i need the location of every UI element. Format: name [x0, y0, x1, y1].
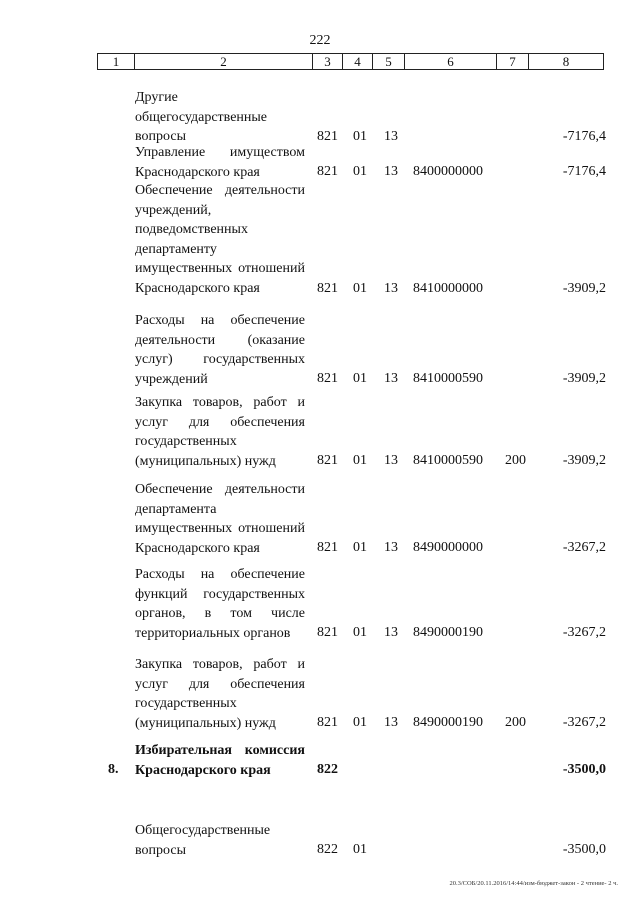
- row-name: Общегосударственные вопросы: [135, 823, 271, 858]
- header-cell: 7: [496, 54, 528, 69]
- row-cell-c3: 821: [317, 715, 338, 731]
- row-cell-c6: 8410000590: [413, 453, 483, 469]
- row-cell-c6: 8400000000: [413, 164, 483, 180]
- row-cell-c5: 13: [384, 453, 398, 469]
- row-cell-c3: 821: [317, 625, 338, 641]
- row-name: Управление имуществом Краснодарского края: [135, 145, 305, 180]
- row-name: Другие общегосударственные вопросы: [135, 90, 268, 145]
- row-cell-c4: 01: [353, 164, 367, 180]
- row-cell-c6: 8490000000: [413, 540, 483, 556]
- row-cell-c8: -3500,0: [562, 842, 606, 858]
- row-cell-c8: -3267,2: [562, 625, 606, 641]
- header-cell: 8: [528, 54, 603, 69]
- row-number: 8.: [108, 762, 119, 778]
- row-cell-c4: 01: [353, 129, 367, 145]
- row-cell-c8: -3267,2: [562, 715, 606, 731]
- header-cell: 5: [372, 54, 404, 69]
- header-cell: 4: [342, 54, 372, 69]
- row-cell-c3: 821: [317, 540, 338, 556]
- row-name: Закупка товаров, работ и услуг для обеспечения государственных (муниципальных) нужд: [135, 657, 305, 731]
- row-cell-c6: 8490000190: [413, 625, 483, 641]
- row-cell-c3: 821: [317, 371, 338, 387]
- row-cell-c8: -7176,4: [562, 164, 606, 180]
- row-cell-c3: 821: [317, 281, 338, 297]
- row-cell-c6: 8490000190: [413, 715, 483, 731]
- header-cell: 3: [312, 54, 342, 69]
- row-cell-c8: -3909,2: [562, 281, 606, 297]
- row-cell-c4: 01: [353, 540, 367, 556]
- header-cell: 2: [134, 54, 312, 69]
- row-cell-c7: 200: [505, 715, 526, 731]
- row-cell-c5: 13: [384, 164, 398, 180]
- row-cell-c4: 01: [353, 371, 367, 387]
- row-cell-c8: -3267,2: [562, 540, 606, 556]
- row-cell-c3: 821: [317, 164, 338, 180]
- row-cell-c6: 8410000590: [413, 371, 483, 387]
- header-cell: 1: [112, 54, 120, 69]
- row-cell-c8: -7176,4: [562, 129, 606, 145]
- row-cell-c4: 01: [353, 715, 367, 731]
- row-cell-c6: 8410000000: [413, 281, 483, 297]
- page-number: 222: [309, 33, 331, 48]
- row-name: Расходы на обеспечение деятельности (оказание услуг) государственных учреждений: [135, 313, 305, 387]
- row-cell-c5: 13: [384, 625, 398, 641]
- table-header: [97, 53, 604, 70]
- row-cell-c8: -3909,2: [562, 371, 606, 387]
- row-cell-c3: 822: [317, 842, 338, 858]
- row-cell-c8: -3500,0: [562, 762, 606, 778]
- row-name: Избирательная комиссия Краснодарского края: [135, 743, 305, 778]
- row-cell-c5: 13: [384, 371, 398, 387]
- row-cell-c5: 13: [384, 281, 398, 297]
- row-cell-c4: 01: [353, 625, 367, 641]
- row-cell-c5: 13: [384, 540, 398, 556]
- row-cell-c5: 13: [384, 715, 398, 731]
- header-cell: 6: [404, 54, 496, 69]
- row-cell-c5: 13: [384, 129, 398, 145]
- row-name: Расходы на обеспечение функций государственных органов, в том числе территориальных органов: [135, 567, 305, 641]
- row-cell-c4: 01: [353, 281, 367, 297]
- row-name: Обеспечение деятельности департамента имущественных отношений Краснодарского края: [135, 482, 305, 556]
- row-cell-c3: 822: [317, 762, 338, 778]
- row-cell-c8: -3909,2: [562, 453, 606, 469]
- row-cell-c7: 200: [505, 453, 526, 469]
- row-cell-c4: 01: [353, 453, 367, 469]
- footer-note: 20.3/СОБ/20.11.2016/14:44/изм-бюджет-закон - 2 чтение- 2 ч.: [449, 880, 618, 887]
- row-cell-c3: 821: [317, 453, 338, 469]
- row-cell-c3: 821: [317, 129, 338, 145]
- row-name: Закупка товаров, работ и услуг для обеспечения государственных (муниципальных) нужд: [135, 395, 305, 469]
- row-name: Обеспечение деятельности учреждений, подведомственных департаменту имущественных отношений Краснодарского края: [135, 183, 305, 296]
- row-cell-c4: 01: [353, 842, 367, 858]
